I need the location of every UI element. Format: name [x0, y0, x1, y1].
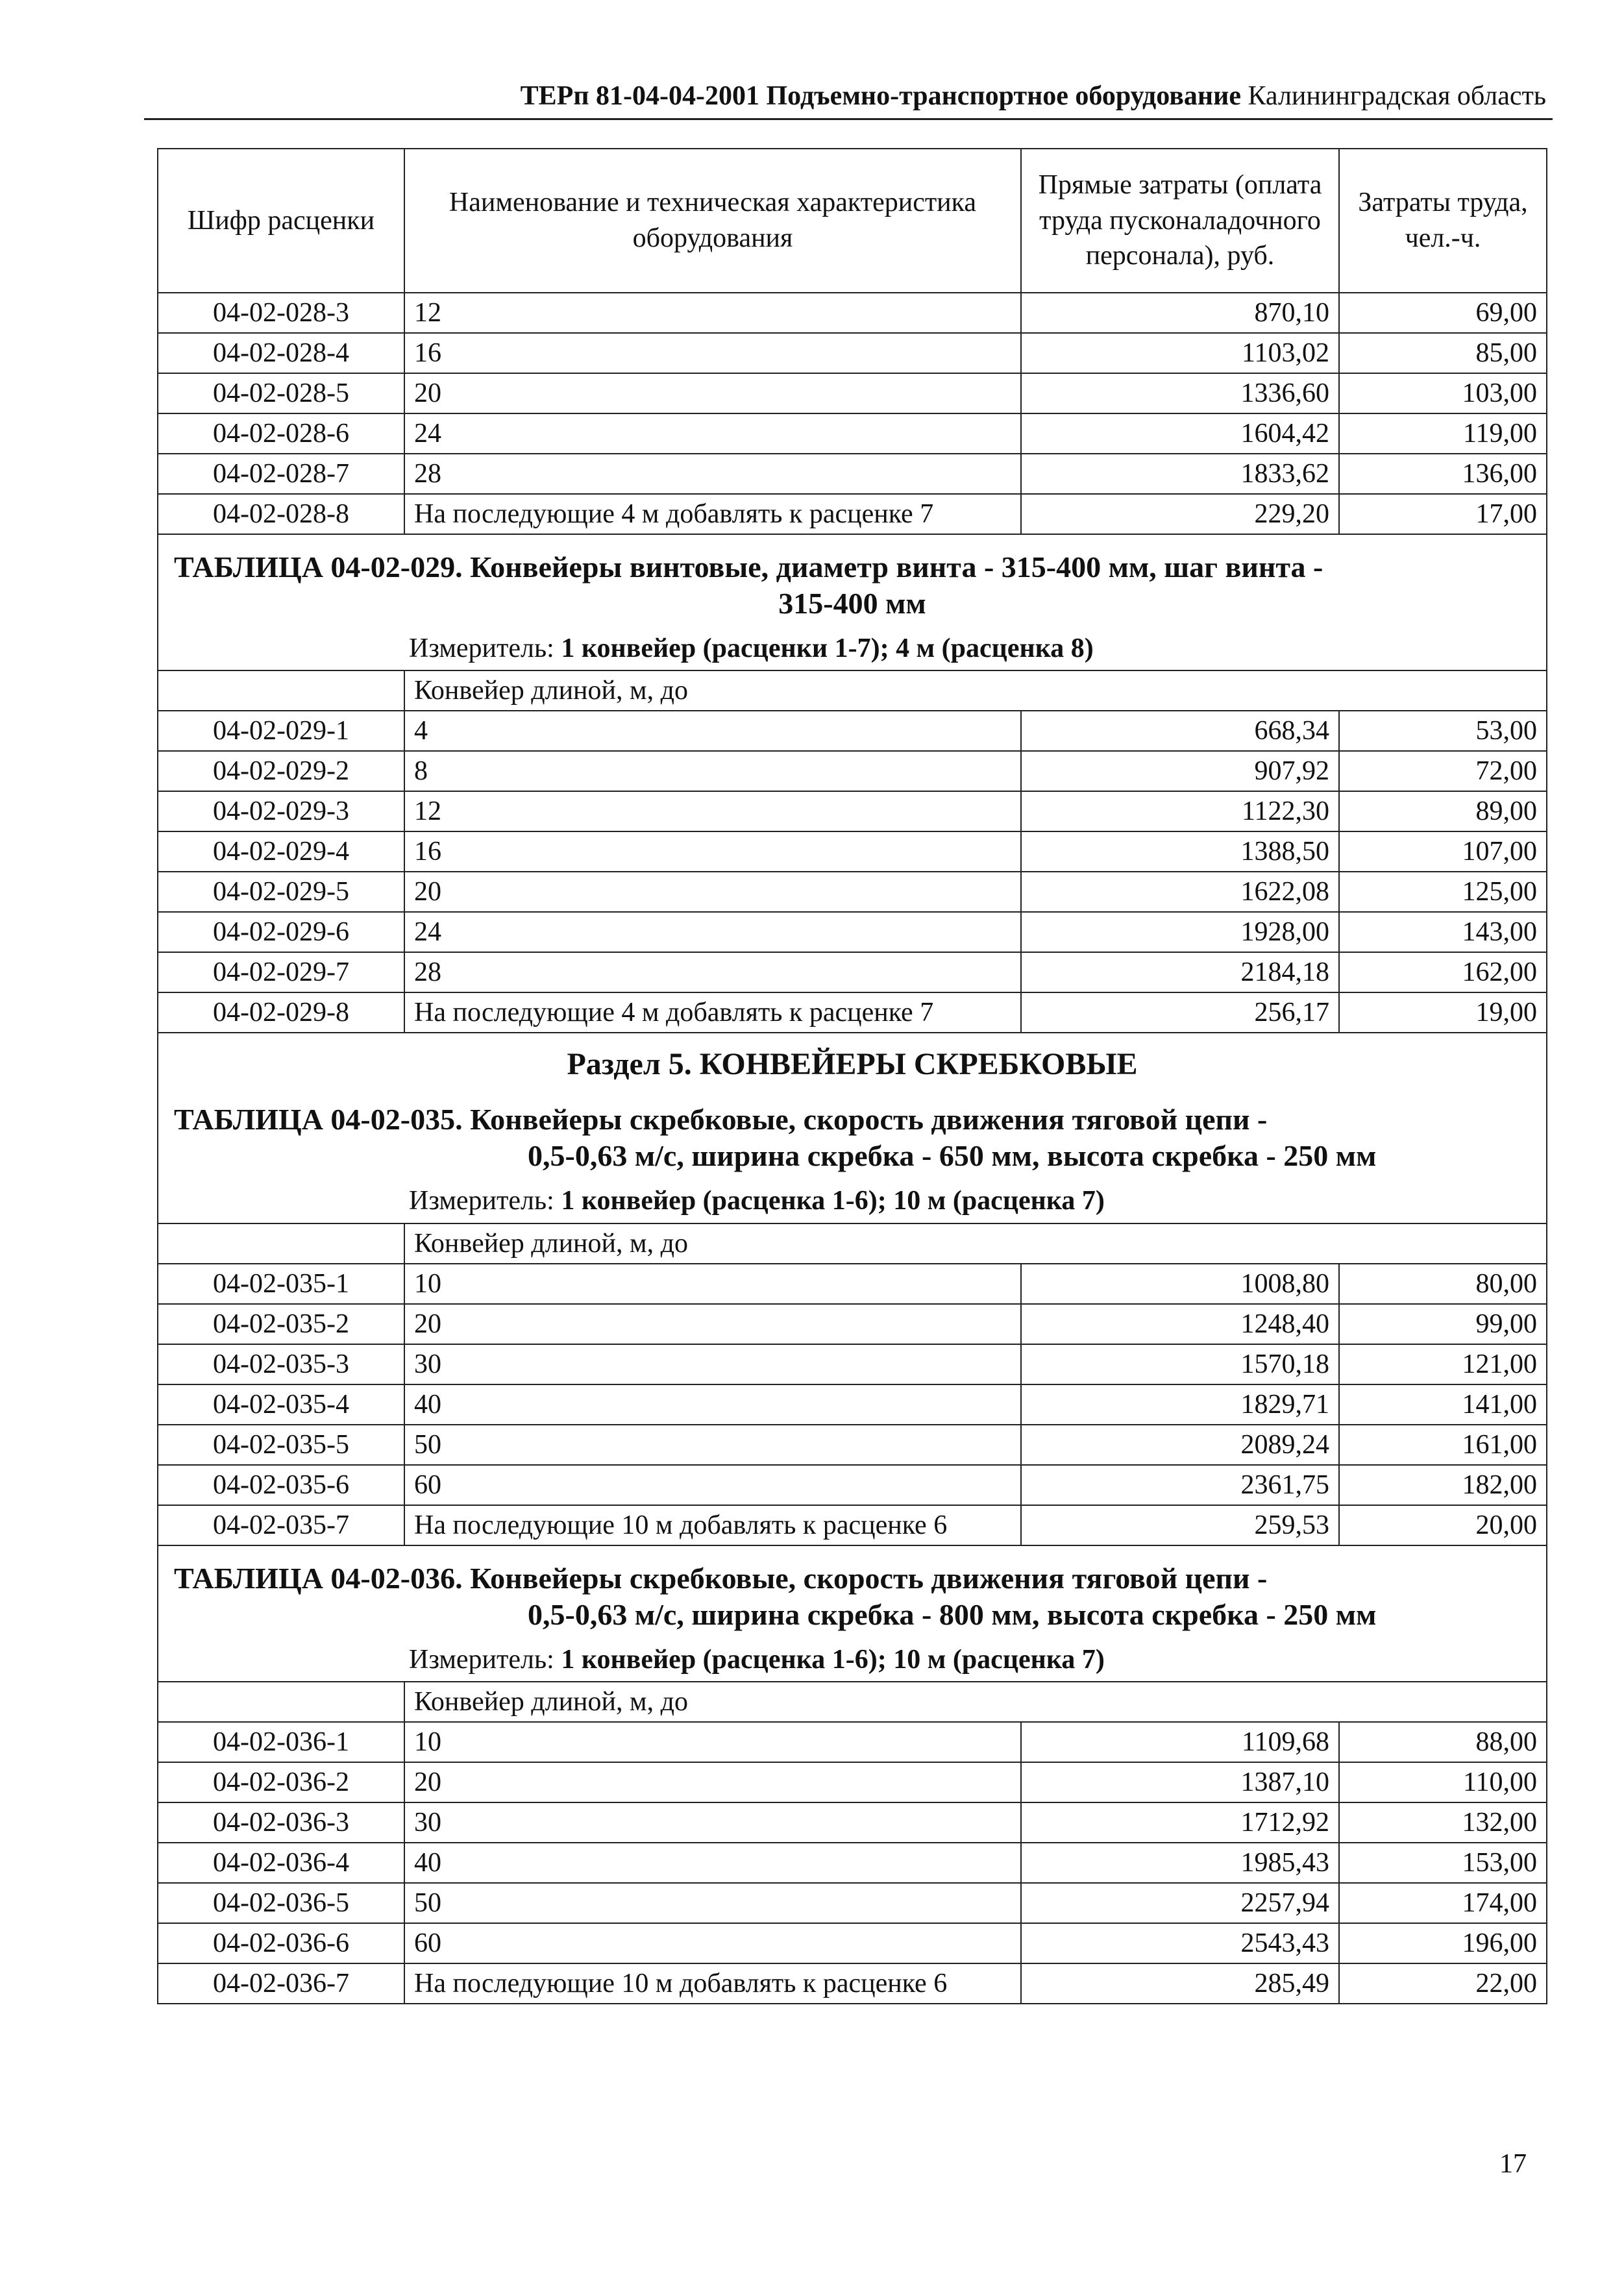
table-row — [158, 751, 1547, 791]
table-title-line1: ТАБЛИЦА 04-02-036. Конвейеры скребковые, скорость движения тяговой цепи - — [174, 1561, 1268, 1595]
measure-label: Измеритель: — [409, 633, 554, 664]
table-row — [158, 1264, 1547, 1304]
rate-code: 04-02-029-8 — [158, 992, 404, 1033]
table-row — [158, 1304, 1547, 1344]
labor-value: 174,00 — [1339, 1883, 1547, 1923]
labor-value: 119,00 — [1339, 413, 1547, 454]
labor-value: 69,00 — [1339, 293, 1547, 333]
rate-name: 4 — [404, 711, 1021, 751]
rate-name: На последующие 10 м добавлять к расценке 6 — [404, 1505, 1021, 1545]
table-title-line2: 0,5-0,63 м/с, ширина скребка - 800 мм, высота скребка - 250 мм — [528, 1597, 1377, 1631]
labor-value: 85,00 — [1339, 333, 1547, 373]
rate-name: На последующие 4 м добавлять к расценке 7 — [404, 494, 1021, 534]
direct-cost-value: 1712,92 — [1021, 1802, 1339, 1843]
rate-code: 04-02-029-3 — [158, 791, 404, 831]
rate-name: 24 — [404, 912, 1021, 952]
rate-code: 04-02-035-1 — [158, 1264, 404, 1304]
rate-code: 04-02-028-7 — [158, 454, 404, 494]
labor-value: 17,00 — [1339, 494, 1547, 534]
rate-name: 50 — [404, 1883, 1021, 1923]
labor-value: 141,00 — [1339, 1384, 1547, 1425]
table-row — [158, 1883, 1547, 1923]
direct-cost-value: 2184,18 — [1021, 952, 1339, 992]
rate-name: 16 — [404, 333, 1021, 373]
rate-code: 04-02-028-5 — [158, 373, 404, 413]
labor-value: 136,00 — [1339, 454, 1547, 494]
length-label-row — [158, 1223, 1547, 1264]
direct-cost-value: 1604,42 — [1021, 413, 1339, 454]
rate-name: 20 — [404, 1762, 1021, 1802]
direct-cost-value: 1109,68 — [1021, 1722, 1339, 1762]
rate-code: 04-02-035-6 — [158, 1465, 404, 1505]
rate-name: 12 — [404, 293, 1021, 333]
page-number: 17 — [1499, 2149, 1527, 2179]
rate-code: 04-02-035-5 — [158, 1425, 404, 1465]
rate-name: 30 — [404, 1802, 1021, 1843]
labor-value: 196,00 — [1339, 1923, 1547, 1963]
measure-value: 1 конвейер (расценка 1-6); 10 м (расценка 7) — [561, 1644, 1105, 1675]
measure-line — [174, 1645, 1531, 1675]
labor-value: 107,00 — [1339, 831, 1547, 872]
table-title — [174, 1101, 1531, 1174]
table-row — [158, 872, 1547, 912]
table-section-header-row — [158, 534, 1547, 670]
rate-code: 04-02-036-3 — [158, 1802, 404, 1843]
column-header-direct-costs: Прямые затраты (оплата труда пусконаладочного персонала), руб. — [1021, 149, 1339, 293]
table-section-header-row — [158, 1545, 1547, 1682]
labor-value: 161,00 — [1339, 1425, 1547, 1465]
table-row — [158, 1425, 1547, 1465]
rate-name: 10 — [404, 1722, 1021, 1762]
table-row — [158, 831, 1547, 872]
rate-code: 04-02-028-8 — [158, 494, 404, 534]
rate-name: 24 — [404, 413, 1021, 454]
rate-code: 04-02-035-2 — [158, 1304, 404, 1344]
table-title-line2: 0,5-0,63 м/с, ширина скребка - 650 мм, высота скребка - 250 мм — [528, 1139, 1377, 1173]
rate-name: 40 — [404, 1843, 1021, 1883]
direct-cost-value: 1570,18 — [1021, 1344, 1339, 1384]
labor-value: 80,00 — [1339, 1264, 1547, 1304]
measure-value: 1 конвейер (расценка 1-6); 10 м (расценка 7) — [561, 1186, 1105, 1216]
labor-value: 22,00 — [1339, 1963, 1547, 2004]
direct-cost-value: 870,10 — [1021, 293, 1339, 333]
labor-value: 110,00 — [1339, 1762, 1547, 1802]
rate-name: 12 — [404, 791, 1021, 831]
labor-value: 19,00 — [1339, 992, 1547, 1033]
section-title-block — [158, 535, 1546, 670]
rate-code: 04-02-035-4 — [158, 1384, 404, 1425]
direct-cost-value: 2257,94 — [1021, 1883, 1339, 1923]
direct-cost-value: 2089,24 — [1021, 1425, 1339, 1465]
labor-value: 132,00 — [1339, 1802, 1547, 1843]
rate-name: 50 — [404, 1425, 1021, 1465]
length-label: Конвейер длиной, м, до — [404, 1223, 1547, 1264]
header-region: Калининградская область — [1248, 81, 1546, 111]
labor-value: 125,00 — [1339, 872, 1547, 912]
table-row — [158, 333, 1547, 373]
rate-code: 04-02-035-7 — [158, 1505, 404, 1545]
length-label-empty-cell — [158, 1682, 404, 1722]
table-row — [158, 1963, 1547, 2004]
table-title — [174, 549, 1531, 622]
labor-value: 89,00 — [1339, 791, 1547, 831]
direct-cost-value: 1248,40 — [1021, 1304, 1339, 1344]
labor-value: 53,00 — [1339, 711, 1547, 751]
direct-cost-value: 1103,02 — [1021, 333, 1339, 373]
rate-code: 04-02-029-2 — [158, 751, 404, 791]
length-label-empty-cell — [158, 1223, 404, 1264]
measure-line — [174, 1186, 1531, 1216]
rate-code: 04-02-028-3 — [158, 293, 404, 333]
table-section-header — [158, 1033, 1547, 1223]
rate-name: 30 — [404, 1344, 1021, 1384]
table-section-header-row — [158, 1033, 1547, 1223]
section-title-block — [158, 1033, 1546, 1222]
length-label-row — [158, 1682, 1547, 1722]
table-row — [158, 494, 1547, 534]
length-label-empty-cell — [158, 670, 404, 711]
labor-value: 153,00 — [1339, 1843, 1547, 1883]
direct-cost-value: 259,53 — [1021, 1505, 1339, 1545]
direct-cost-value: 1833,62 — [1021, 454, 1339, 494]
table-row — [158, 912, 1547, 952]
labor-value: 103,00 — [1339, 373, 1547, 413]
table-title — [174, 1560, 1531, 1633]
direct-cost-value: 2361,75 — [1021, 1465, 1339, 1505]
labor-value: 88,00 — [1339, 1722, 1547, 1762]
rate-code: 04-02-028-4 — [158, 333, 404, 373]
direct-cost-value: 1008,80 — [1021, 1264, 1339, 1304]
direct-cost-value: 2543,43 — [1021, 1923, 1339, 1963]
rate-code: 04-02-036-1 — [158, 1722, 404, 1762]
column-header-labor: Затраты труда, чел.-ч. — [1339, 149, 1547, 293]
labor-value: 182,00 — [1339, 1465, 1547, 1505]
measure-value: 1 конвейер (расценки 1-7); 4 м (расценка 8) — [561, 633, 1094, 664]
rate-name: 20 — [404, 373, 1021, 413]
column-header-row — [158, 149, 1547, 293]
rate-code: 04-02-036-5 — [158, 1883, 404, 1923]
table-row — [158, 1923, 1547, 1963]
column-header-code: Шифр расценки — [158, 149, 404, 293]
direct-cost-value: 1122,30 — [1021, 791, 1339, 831]
rate-code: 04-02-028-6 — [158, 413, 404, 454]
table-row — [158, 791, 1547, 831]
rate-name: 60 — [404, 1465, 1021, 1505]
rate-name: 28 — [404, 952, 1021, 992]
labor-value: 72,00 — [1339, 751, 1547, 791]
direct-cost-value: 229,20 — [1021, 494, 1339, 534]
rate-name: 8 — [404, 751, 1021, 791]
table-row — [158, 711, 1547, 751]
table-row — [158, 1722, 1547, 1762]
table-row — [158, 992, 1547, 1033]
table-row — [158, 1465, 1547, 1505]
direct-cost-value: 907,92 — [1021, 751, 1339, 791]
table-row — [158, 1505, 1547, 1545]
rate-code: 04-02-036-4 — [158, 1843, 404, 1883]
page-header — [144, 71, 1553, 120]
rate-name: 20 — [404, 1304, 1021, 1344]
table-row — [158, 413, 1547, 454]
measure-line — [174, 633, 1531, 663]
rate-name: 10 — [404, 1264, 1021, 1304]
labor-value: 20,00 — [1339, 1505, 1547, 1545]
length-label: Конвейер длиной, м, до — [404, 1682, 1547, 1722]
measure-label: Измеритель: — [409, 1644, 554, 1675]
labor-value: 162,00 — [1339, 952, 1547, 992]
section-title-block — [158, 1546, 1546, 1681]
section-heading: Раздел 5. КОНВЕЙЕРЫ СКРЕБКОВЫЕ — [567, 1047, 1138, 1082]
rates-table — [157, 148, 1547, 2004]
rate-code: 04-02-036-2 — [158, 1762, 404, 1802]
rate-code: 04-02-029-7 — [158, 952, 404, 992]
labor-value: 99,00 — [1339, 1304, 1547, 1344]
rate-name: 60 — [404, 1923, 1021, 1963]
direct-cost-value: 1928,00 — [1021, 912, 1339, 952]
measure-label: Измеритель: — [409, 1186, 554, 1216]
table-row — [158, 373, 1547, 413]
rate-code: 04-02-036-7 — [158, 1963, 404, 2004]
direct-cost-value: 256,17 — [1021, 992, 1339, 1033]
length-label-row — [158, 670, 1547, 711]
rate-code: 04-02-029-4 — [158, 831, 404, 872]
rates-table-body — [158, 149, 1547, 2004]
direct-cost-value: 1388,50 — [1021, 831, 1339, 872]
rate-name: На последующие 4 м добавлять к расценке 7 — [404, 992, 1021, 1033]
rate-code: 04-02-029-6 — [158, 912, 404, 952]
table-title-line1: ТАБЛИЦА 04-02-035. Конвейеры скребковые, скорость движения тяговой цепи - — [174, 1103, 1268, 1137]
direct-cost-value: 1336,60 — [1021, 373, 1339, 413]
rate-code: 04-02-036-6 — [158, 1923, 404, 1963]
labor-value: 143,00 — [1339, 912, 1547, 952]
rate-code: 04-02-035-3 — [158, 1344, 404, 1384]
rate-name: 40 — [404, 1384, 1021, 1425]
rate-name: 16 — [404, 831, 1021, 872]
direct-cost-value: 1387,10 — [1021, 1762, 1339, 1802]
direct-cost-value: 1985,43 — [1021, 1843, 1339, 1883]
table-section-header — [158, 534, 1547, 670]
table-row — [158, 293, 1547, 333]
direct-cost-value: 1622,08 — [1021, 872, 1339, 912]
header-text — [521, 80, 1546, 112]
rate-name: На последующие 10 м добавлять к расценке 6 — [404, 1963, 1021, 2004]
labor-value: 121,00 — [1339, 1344, 1547, 1384]
table-section-header — [158, 1545, 1547, 1682]
table-row — [158, 1762, 1547, 1802]
rate-code: 04-02-029-1 — [158, 711, 404, 751]
column-header-name: Наименование и техническая характеристика оборудования — [404, 149, 1021, 293]
rate-code: 04-02-029-5 — [158, 872, 404, 912]
direct-cost-value: 1829,71 — [1021, 1384, 1339, 1425]
rate-name: 28 — [404, 454, 1021, 494]
table-row — [158, 952, 1547, 992]
table-row — [158, 1344, 1547, 1384]
table-title-line1: ТАБЛИЦА 04-02-029. Конвейеры винтовые, диаметр винта - 315-400 мм, шаг винта - — [174, 550, 1323, 584]
header-doc-code: ТЕРп 81-04-04-2001 Подъемно-транспортное оборудование — [520, 81, 1241, 111]
rate-name: 20 — [404, 872, 1021, 912]
table-row — [158, 1843, 1547, 1883]
length-label: Конвейер длиной, м, до — [404, 670, 1547, 711]
table-row — [158, 454, 1547, 494]
direct-cost-value: 668,34 — [1021, 711, 1339, 751]
table-row — [158, 1802, 1547, 1843]
table-row — [158, 1384, 1547, 1425]
direct-cost-value: 285,49 — [1021, 1963, 1339, 2004]
table-title-line2: 315-400 мм — [778, 587, 926, 621]
